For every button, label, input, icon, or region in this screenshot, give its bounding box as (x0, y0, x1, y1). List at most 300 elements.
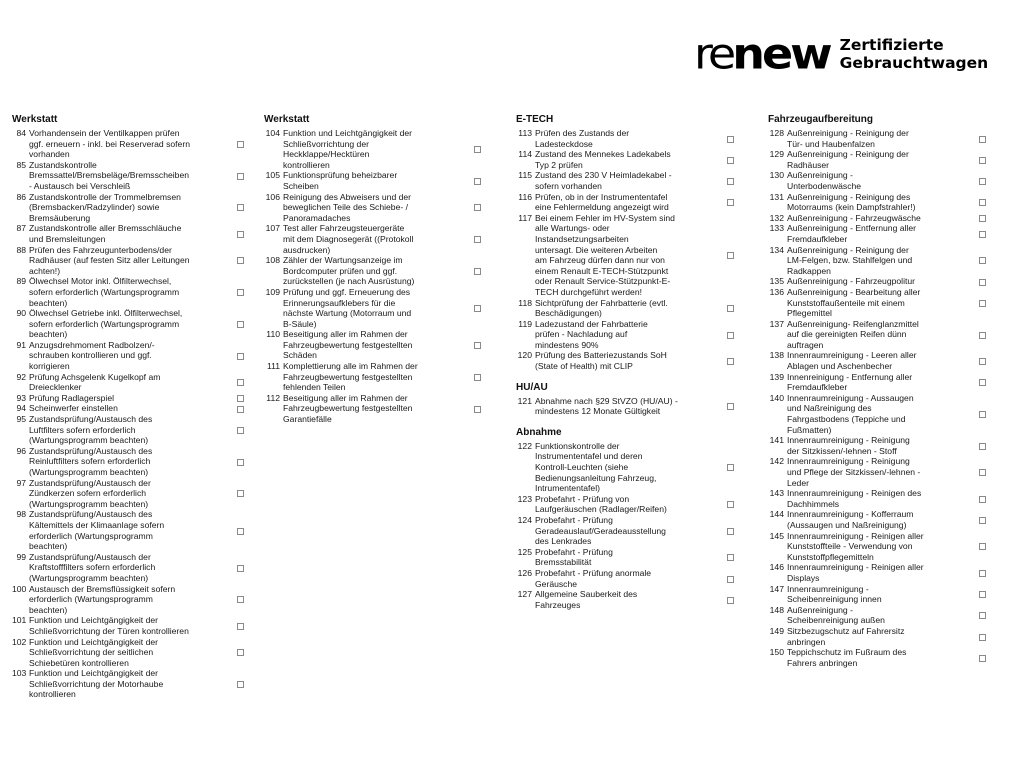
item-number: 111 (266, 361, 280, 372)
tagline-line-2: Gebrauchtwagen (839, 54, 989, 72)
checklist-item (516, 396, 734, 417)
item-number: 90 (16, 308, 26, 319)
item-number: 113 (518, 128, 532, 138)
item-text-line: Schließvorrichtung der Motorhaube (29, 678, 164, 689)
checklist-item (768, 372, 986, 393)
item-text-line: Prüfen des Zustands der (535, 128, 630, 138)
item-text-line: Innenraumreinigung - Reinigen aller (787, 530, 924, 541)
item-text-line: sofern erforderlich (Wartungsprogramm (29, 318, 180, 329)
item-number: 105 (265, 170, 280, 181)
item-text-line: Erinnerungsaufklebers für die (283, 297, 396, 308)
checklist-item (12, 160, 244, 192)
item-number: 92 (16, 371, 26, 382)
item-checkbox[interactable] (237, 204, 244, 211)
item-checkbox[interactable] (237, 353, 244, 360)
item-text-line: Kältemittels der Klimaanlage sofern (29, 519, 165, 530)
item-text-line: eine Fehlermeldung angezeigt wird (535, 202, 669, 213)
checklist-item (516, 350, 734, 371)
item-text-line: Scheibenreinigung innen (787, 594, 882, 605)
section-title: Werkstatt (264, 114, 310, 125)
checklist-item (768, 170, 986, 191)
item-checkbox[interactable] (979, 279, 986, 286)
item-text-line: Außenreinigung - Entfernung aller (787, 223, 916, 234)
item-text-line: Abnahme nach §29 StVZO (HU/AU) - (535, 395, 678, 406)
item-text-line: (Bremsbacken/Radzylinder) sowie (29, 202, 160, 213)
checklist-item (12, 372, 244, 393)
item-text-line: Allgemeine Sauberkeit des (535, 589, 638, 600)
item-text-line: Prüfung Radlagerspiel (29, 392, 115, 403)
item-text-line: (Aussaugen und Naßreinigung) (787, 519, 907, 530)
item-text-line: Funktion und Leichtgängigkeit der (29, 668, 158, 679)
item-checkbox[interactable] (237, 379, 244, 386)
item-number: 95 (16, 414, 26, 425)
item-checkbox[interactable] (727, 305, 734, 312)
item-text-line: Probefahrt - Prüfung von (535, 493, 630, 504)
item-checkbox[interactable] (979, 570, 986, 577)
item-text-line: Typ 2 prüfen (535, 159, 583, 170)
item-checkbox[interactable] (237, 257, 244, 264)
item-text-line: Innenreinigung - Entfernung aller (787, 371, 913, 382)
item-text-line: erforderlich (Wartungsprogramm (29, 530, 153, 541)
checklist-item (768, 509, 986, 530)
item-text-line: Zustandskontrolle aller Bremsschläuche (29, 223, 182, 234)
item-text-line: prüfen - Nachladung auf (535, 329, 628, 340)
item-text-line: Prüfen, ob in der Instrumententafel (535, 191, 668, 202)
item-checkbox[interactable] (979, 591, 986, 598)
item-text-line: Fahrzeugbewertung festgestellten (283, 403, 413, 414)
item-checkbox[interactable] (727, 501, 734, 508)
item-number: 116 (518, 191, 532, 202)
item-text-line: Fahrzeuges (535, 599, 581, 610)
item-text-line: Beseitigung aller im Rahmen der (283, 329, 408, 340)
item-checkbox[interactable] (979, 136, 986, 143)
item-text-line: Dachhimmels (787, 498, 840, 509)
item-checkbox[interactable] (979, 411, 986, 418)
item-text-line: sofern vorhanden (535, 180, 602, 191)
checklist-item (516, 547, 734, 568)
item-text-line: Anzugsdrehmoment Radbolzen/- (29, 339, 155, 350)
item-text-line: beachten) (29, 604, 68, 615)
item-text-line: Kunststoffaußenteile mit einem (787, 297, 905, 308)
item-text-line: Zustandsprüfung/Austausch der (29, 477, 151, 488)
item-text-line: Reinigung des Abweisers und der (283, 191, 412, 202)
item-text-line: Test aller Fahrzeugsteuergeräte (283, 223, 405, 234)
item-checkbox[interactable] (237, 173, 244, 180)
checklist-item (12, 245, 244, 277)
item-number: 128 (769, 128, 784, 138)
item-number: 143 (769, 488, 784, 499)
item-checkbox[interactable] (979, 379, 986, 386)
item-text-line: Funktion und Leichtgängigkeit der (29, 636, 158, 647)
item-checkbox[interactable] (237, 231, 244, 238)
item-checkbox[interactable] (979, 257, 986, 264)
item-number: 132 (769, 212, 784, 223)
item-text-line: Sitzbezugschutz auf Fahrersitz (787, 625, 905, 636)
item-text-line: schrauben kontrollieren und ggf. (29, 350, 152, 361)
item-text-line: Innenraumreinigung - Aussaugen (787, 392, 914, 403)
item-checkbox[interactable] (979, 332, 986, 339)
item-text-line: Zustand des 230 V Heimladekabel - (535, 170, 672, 181)
item-text-line: Austausch der Bremsflüssigkeit sofern (29, 583, 176, 594)
item-number: 106 (265, 191, 280, 202)
checklist-item (264, 128, 481, 170)
checklist-item (768, 245, 986, 277)
section-title: Fahrzeugaufbereitung (768, 114, 874, 125)
item-text-line: Prüfen des Fahrzeugunterbodens/der (29, 244, 172, 255)
checklist-item (768, 213, 986, 224)
section-title: Werkstatt (12, 114, 58, 125)
checklist-item (12, 192, 244, 224)
checklist-item (264, 223, 481, 255)
item-number: 100 (12, 583, 27, 594)
item-checkbox[interactable] (237, 596, 244, 603)
item-checkbox[interactable] (237, 649, 244, 656)
item-checkbox[interactable] (727, 252, 734, 259)
item-number: 103 (12, 668, 27, 679)
item-text-line: Innenraumreinigung - (787, 583, 869, 594)
checklist-item (12, 668, 244, 700)
checklist-item (516, 515, 734, 547)
checklist-item (768, 488, 986, 509)
column-3 (516, 114, 734, 610)
item-number: 136 (769, 286, 784, 297)
item-text-line: Außenreinigung - Reinigung der (787, 149, 909, 160)
item-number: 96 (16, 445, 26, 456)
item-checkbox[interactable] (727, 157, 734, 164)
item-checkbox[interactable] (237, 141, 244, 148)
item-checkbox[interactable] (979, 655, 986, 662)
checklist-item (768, 223, 986, 244)
item-number: 97 (16, 477, 26, 488)
item-text-line: ggf. erneuern - inkl. bei Reserverad sofern (29, 138, 190, 149)
checklist-item (12, 615, 244, 636)
checklist-item (768, 192, 986, 213)
item-text-line: Schließvorrichtung der Türen kontrollieren (29, 625, 189, 636)
item-number: 131 (769, 191, 784, 202)
item-text-line: Zustandsprüfung/Austausch der (29, 551, 151, 562)
item-checkbox[interactable] (237, 490, 244, 497)
item-checkbox[interactable] (237, 459, 244, 466)
item-text-line: Radhäuser (auf festen Sitz aller Leitungen (29, 255, 190, 266)
item-text-line: Funktion und Leichtgängigkeit der (29, 615, 158, 626)
item-checkbox[interactable] (979, 443, 986, 450)
item-number: 104 (265, 128, 280, 138)
checklist-item (12, 584, 244, 616)
item-number: 150 (769, 647, 784, 658)
checklist-item (12, 403, 244, 414)
item-checkbox[interactable] (237, 289, 244, 296)
item-checkbox[interactable] (979, 517, 986, 524)
item-text-line: - Austausch bei Verschleiß (29, 180, 131, 191)
item-checkbox[interactable] (474, 374, 481, 381)
item-text-line: Probefahrt - Prüfung (535, 515, 613, 525)
checklist-item (768, 350, 986, 371)
item-text-line: Scheiben (283, 180, 319, 191)
item-number: 85 (16, 159, 26, 170)
item-text-line: untersagt. Die weiteren Arbeiten (535, 244, 658, 255)
item-text-line: Außenreinigung - Fahrzeugpolitur (787, 276, 916, 287)
item-checkbox[interactable] (727, 403, 734, 410)
item-text-line: Garantiefälle (283, 414, 332, 425)
tagline (840, 36, 989, 72)
item-text-line: (Wartungsprogramm beachten) (29, 467, 149, 477)
item-text-line: Außenreinigung- Reifenglanzmittel (787, 318, 919, 329)
item-text-line: Innenraumreinigung - Reinigen aller (787, 562, 924, 573)
item-checkbox[interactable] (979, 199, 986, 206)
checklist-item (516, 494, 734, 515)
item-text-line: Ölwechsel Getriebe inkl. Ölfilterwechsel, (29, 308, 183, 319)
checklist-item (768, 531, 986, 563)
item-text-line: Kunststoffteile - Verwendung von (787, 541, 913, 552)
item-text-line: Außenreinigung - Bearbeitung aller (787, 286, 921, 297)
item-checkbox[interactable] (979, 634, 986, 641)
item-checkbox[interactable] (237, 623, 244, 630)
item-text-line: Funktion und Leichtgängigkeit der (283, 128, 412, 138)
item-text-line: sofern erforderlich (Wartungsprogramm (29, 286, 180, 297)
item-text-line: Innenraumreinigung - Kofferraum (787, 509, 914, 520)
item-text-line: Komplettierung alle im Rahmen der (283, 361, 418, 372)
item-checkbox[interactable] (237, 395, 244, 402)
item-number: 138 (769, 350, 784, 361)
item-text-line: Innenraumreinigung - Reinigung (787, 456, 910, 467)
item-text-line: Zustandsprüfung/Austausch des (29, 414, 153, 425)
checklist-item (12, 552, 244, 584)
item-checkbox[interactable] (237, 406, 244, 413)
item-number: 141 (769, 435, 784, 446)
checklist-item (12, 128, 244, 160)
item-checkbox[interactable] (727, 199, 734, 206)
item-text-line: Ladezustand der Fahrbatterie (535, 318, 648, 329)
item-checkbox[interactable] (727, 597, 734, 604)
item-text-line: Scheibenreinigung außen (787, 615, 885, 626)
checklist-item (516, 298, 734, 319)
item-text-line: Bordcomputer prüfen und ggf. (283, 265, 398, 276)
item-text-line: Fremdaufkleber (787, 382, 848, 393)
item-text-line: Zustandskontrolle (29, 159, 97, 170)
item-checkbox[interactable] (237, 681, 244, 688)
item-text-line: Instrumententafel und deren (535, 451, 643, 462)
item-number: 145 (769, 530, 784, 541)
item-number: 94 (16, 403, 26, 414)
checklist-item (12, 478, 244, 510)
item-checkbox[interactable] (237, 321, 244, 328)
item-text-line: Fremdaufkleber (787, 233, 848, 244)
item-checkbox[interactable] (474, 305, 481, 312)
item-number: 124 (517, 515, 532, 525)
item-number: 126 (517, 567, 532, 578)
item-text-line: Fahrzeugbewertung festgestellten (283, 371, 413, 382)
item-text-line: fehlenden Teilen (283, 382, 346, 393)
item-checkbox[interactable] (727, 358, 734, 365)
item-text-line: Zähler der Wartungsanzeige im (283, 255, 403, 266)
item-number: 99 (16, 551, 26, 562)
item-text-line: Funktionsprüfung beheizbarer (283, 170, 398, 181)
item-checkbox[interactable] (727, 136, 734, 143)
item-text-line: erforderlich (Wartungsprogramm (29, 594, 153, 605)
item-text-line: Scheinwerfer einstellen (29, 403, 118, 414)
item-number: 118 (518, 297, 532, 308)
item-checkbox[interactable] (474, 146, 481, 153)
item-number: 139 (769, 371, 784, 382)
item-number: 119 (518, 318, 532, 329)
item-number: 144 (769, 509, 784, 520)
item-text-line: Bremssattel/Bremsbeläge/Bremsscheiben (29, 170, 190, 181)
item-checkbox[interactable] (979, 543, 986, 550)
item-number: 109 (265, 286, 280, 297)
item-text-line: Motorraums (kein Dampfstrahler!) (787, 202, 916, 213)
item-text-line: oder Renault Service-Stützpunkt-E- (535, 276, 671, 287)
item-text-line: Displays (787, 572, 820, 583)
item-number: 133 (769, 223, 784, 234)
column-1 (12, 114, 244, 700)
item-text-line: Fahrgastbodens (Teppiche und (787, 414, 906, 425)
item-number: 134 (769, 244, 784, 255)
checklist-item (12, 414, 244, 446)
checklist-item (264, 170, 481, 191)
checklist-item (516, 213, 734, 298)
renew-logo: renew (694, 29, 830, 79)
section-title: E-TECH (516, 114, 554, 125)
item-text-line: der Sitzkissen/-lehnen - Stoff (787, 445, 897, 456)
checklist-item (12, 223, 244, 244)
item-text-line: Prüfung des Batteriezustands SoH (535, 350, 667, 361)
item-checkbox[interactable] (474, 236, 481, 243)
item-number: 146 (769, 562, 784, 573)
item-text-line: Beseitigung aller im Rahmen der (283, 392, 408, 403)
item-text-line: kontrollieren (283, 159, 330, 170)
item-text-line: Luftfilters sofern erforderlich (29, 424, 136, 435)
item-checkbox[interactable] (474, 204, 481, 211)
item-text-line: des Lenkrades (535, 536, 592, 547)
item-checkbox[interactable] (979, 469, 986, 476)
item-text-line: Sichtprüfung der Fahrbatterie (evtl. (535, 297, 668, 308)
item-text-line: beachten) (29, 541, 68, 552)
item-text-line: und Naßreinigung des (787, 403, 872, 414)
item-checkbox[interactable] (474, 178, 481, 185)
item-text-line: Prüfung Achsgelenk Kugelkopf am (29, 371, 161, 382)
item-checkbox[interactable] (979, 231, 986, 238)
item-text-line: Kontroll-Leuchten (siehe (535, 462, 629, 473)
item-checkbox[interactable] (979, 157, 986, 164)
item-checkbox[interactable] (727, 332, 734, 339)
item-text-line: Innenraumreinigung - Reinigen des (787, 488, 922, 499)
item-checkbox[interactable] (979, 178, 986, 185)
checklist-item (516, 192, 734, 213)
item-text-line: Kraftstofffilters sofern erforderlich (29, 562, 156, 573)
checklist-item (768, 456, 986, 488)
item-checkbox[interactable] (979, 300, 986, 307)
item-text-line: mindestens 90% (535, 339, 599, 350)
item-checkbox[interactable] (979, 215, 986, 222)
item-text-line: Zustandsprüfung/Austausch des (29, 509, 153, 520)
item-number: 115 (518, 170, 532, 181)
item-text-line: Innenraumreinigung - Leeren aller (787, 350, 917, 361)
item-number: 89 (16, 276, 26, 287)
item-text-line: Schließvorrichtung der seitlichen (29, 647, 154, 658)
item-checkbox[interactable] (237, 427, 244, 434)
item-checkbox[interactable] (727, 576, 734, 583)
item-text-line: TECH durchgeführt werden! (535, 286, 642, 297)
item-text-line: Außenreinigung - (787, 604, 853, 615)
checklist-item (516, 568, 734, 589)
item-text-line: beachten) (29, 297, 68, 308)
item-text-line: Bei einem Fehler im HV-System sind (535, 212, 675, 223)
item-checkbox[interactable] (979, 612, 986, 619)
item-text-line: Fahrers anbringen (787, 657, 858, 668)
item-text-line: Prüfung und ggf. Erneuerung des (283, 286, 411, 297)
checklist-item (768, 435, 986, 456)
checklist-item (516, 589, 734, 610)
item-number: 117 (518, 212, 532, 223)
item-number: 123 (517, 493, 532, 504)
checklist-item (264, 393, 481, 425)
section-gap (516, 372, 734, 382)
item-text-line: (Wartungsprogramm beachten) (29, 435, 149, 446)
item-checkbox[interactable] (474, 268, 481, 275)
item-text-line: Unterbodenwäsche (787, 180, 862, 191)
section-gap (516, 417, 734, 427)
item-checkbox[interactable] (727, 464, 734, 471)
item-text-line: Ölwechsel Motor inkl. Ölfilterwechsel, (29, 276, 172, 287)
item-text-line: Geradeauslauf/Geradeausstellung (535, 525, 666, 536)
item-checkbox[interactable] (237, 565, 244, 572)
checklist-item (264, 287, 481, 329)
item-checkbox[interactable] (727, 528, 734, 535)
item-text-line: (Wartungsprogramm beachten) (29, 498, 149, 509)
item-text-line: Dreiecklenker (29, 382, 82, 393)
item-text-line: LM-Felgen, bzw. Stahlfelgen und (787, 255, 913, 266)
item-checkbox[interactable] (237, 528, 244, 535)
item-text-line: auf die gereinigten Reifen dünn (787, 329, 907, 340)
column-2 (264, 114, 481, 425)
item-text-line: und Pflege der Sitzkissen/-lehnen - (787, 467, 921, 477)
checklist-item (516, 319, 734, 351)
checklist-item (768, 647, 986, 668)
item-checkbox[interactable] (727, 554, 734, 561)
item-checkbox[interactable] (474, 406, 481, 413)
item-text-line: Außenreinigung - Reinigung der (787, 244, 909, 255)
item-text-line: beweglichen Teile des Schiebe- / (283, 202, 409, 213)
item-text-line: Fußmatten) (787, 424, 832, 435)
item-number: 121 (517, 395, 532, 406)
checklist-item (768, 626, 986, 647)
checklist-item (12, 308, 244, 340)
item-text-line: achten!) (29, 265, 61, 276)
item-checkbox[interactable] (979, 358, 986, 365)
checklist-item (12, 637, 244, 669)
item-text-line: Tür- und Haubenfalzen (787, 138, 875, 149)
item-text-line: einem Renault E-TECH-Stützpunkt (535, 265, 669, 276)
checklist-item (516, 170, 734, 191)
item-text-line: Bremsäuberung (29, 212, 91, 223)
item-checkbox[interactable] (474, 342, 481, 349)
item-text-line: Innenraumreinigung - Reinigung (787, 435, 910, 446)
item-text-line: Ablagen und Aschenbecher (787, 361, 893, 372)
item-checkbox[interactable] (727, 178, 734, 185)
section-title: Abnahme (516, 426, 562, 438)
item-number: 108 (265, 255, 280, 266)
item-checkbox[interactable] (979, 496, 986, 503)
item-text-line: vorhanden (29, 149, 70, 160)
checklist-item (516, 441, 734, 494)
checklist-item (768, 584, 986, 605)
item-text-line: Bremsstabilität (535, 557, 592, 568)
item-text-line: Ladesteckdose (535, 138, 593, 149)
checklist-item (516, 149, 734, 170)
item-text-line: Radhäuser (787, 159, 830, 170)
item-number: 110 (266, 329, 280, 340)
item-text-line: Laufgeräuschen (Radlager/Reifen) (535, 504, 667, 515)
